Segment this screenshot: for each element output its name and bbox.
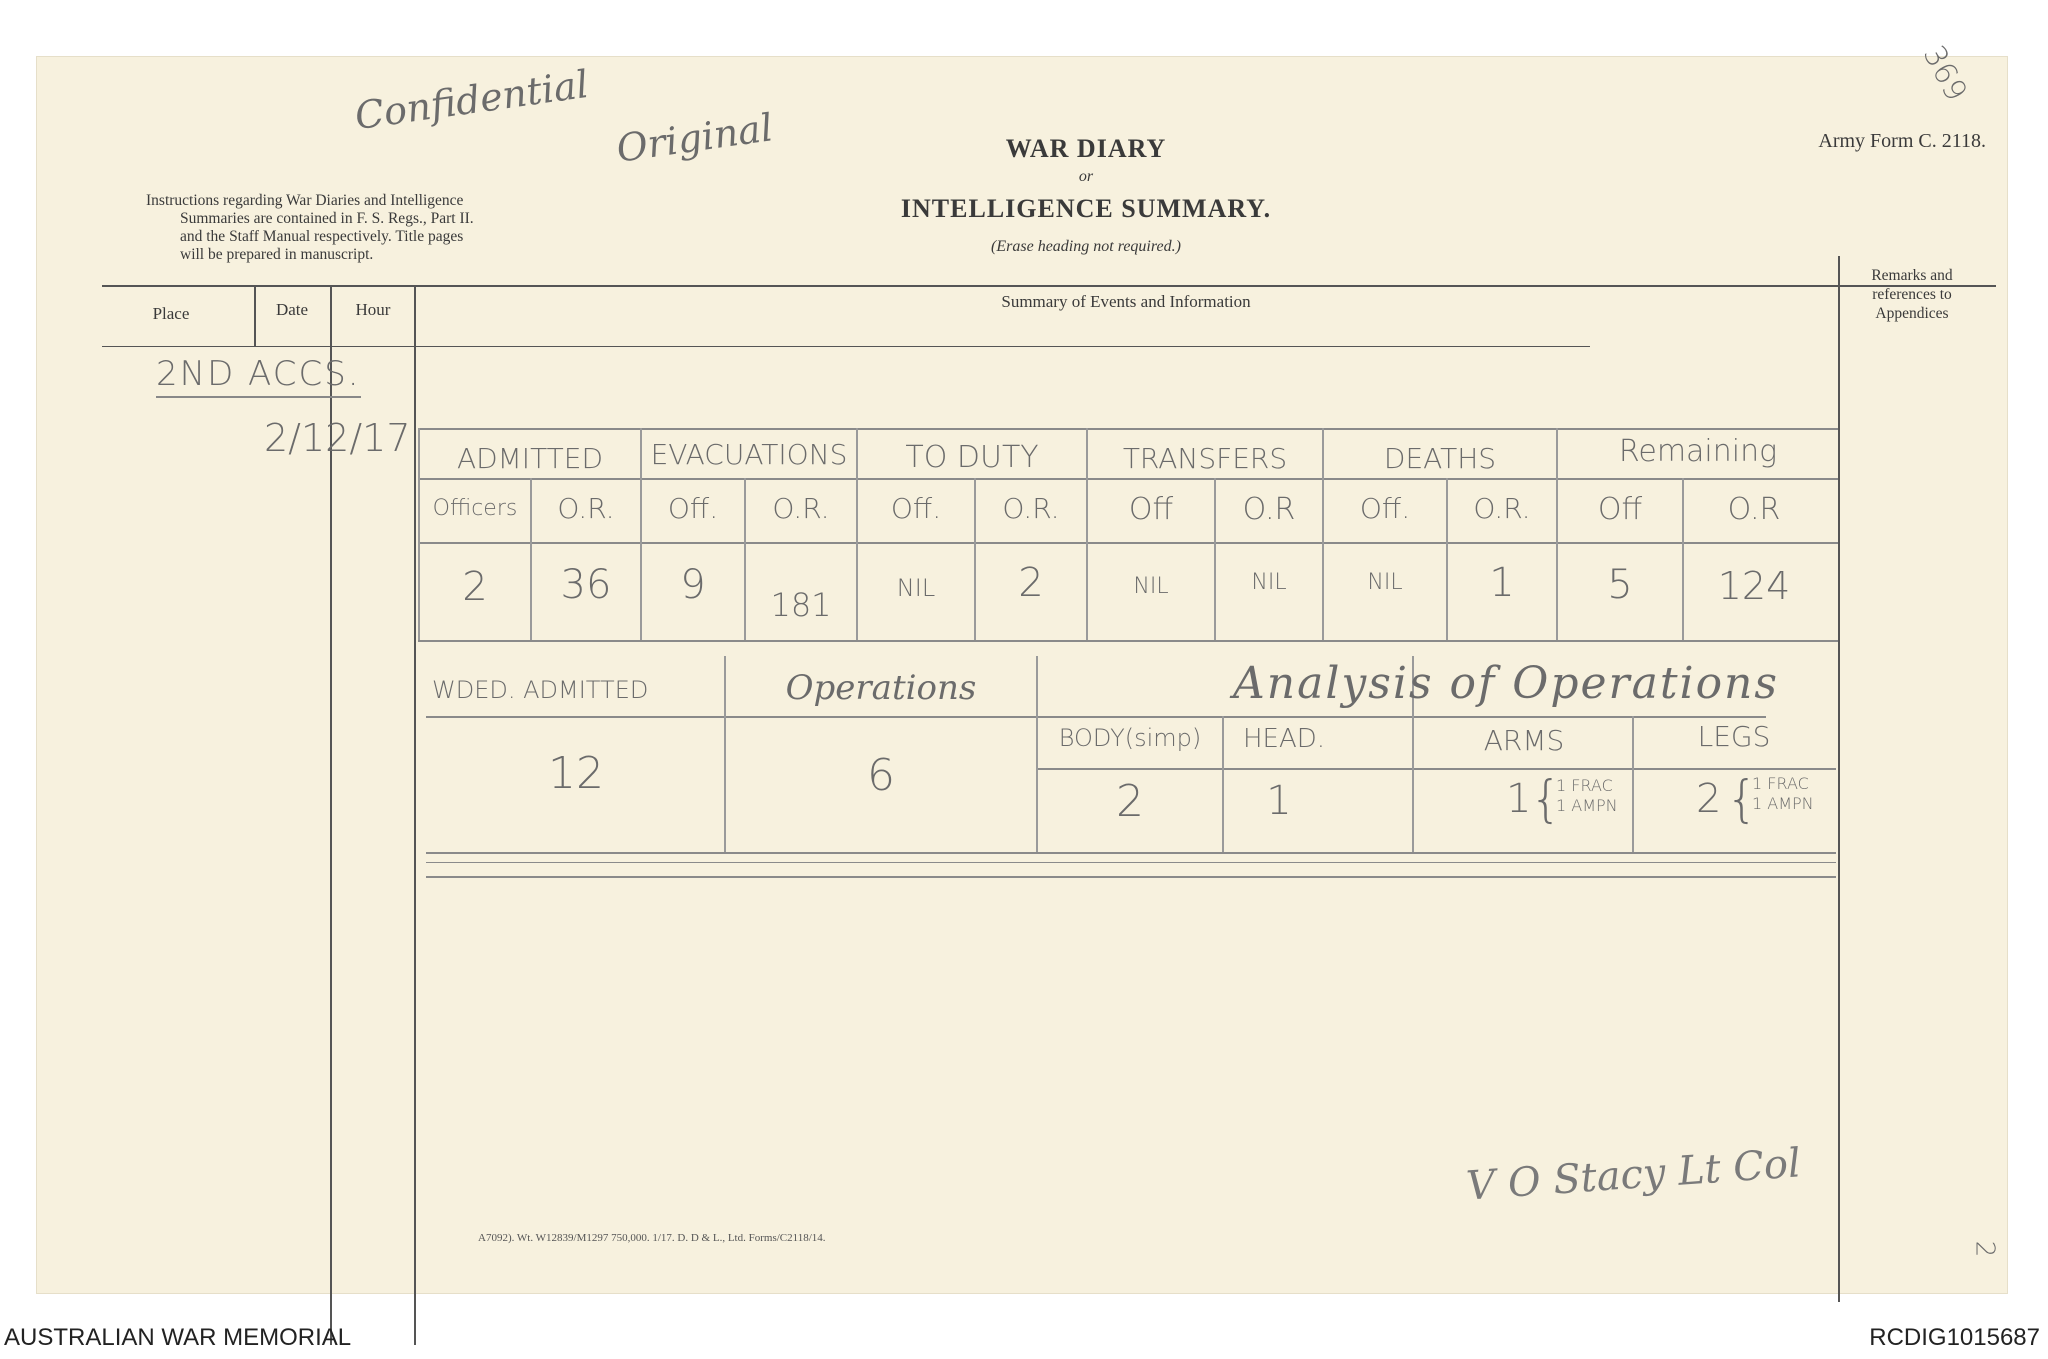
stats-value: NIL bbox=[1133, 574, 1169, 599]
entry-date: 2/12/17 bbox=[264, 416, 411, 460]
entry-place: 2ND ACCS. bbox=[156, 354, 361, 398]
title-or: or bbox=[1078, 168, 1094, 185]
legs-detail-line: 1 FRAC bbox=[1752, 774, 1809, 793]
stats-subheader: O.R bbox=[1727, 492, 1781, 527]
stats-value: 2 bbox=[1018, 560, 1044, 606]
column-remarks bbox=[1842, 266, 1982, 323]
stats-group-label: TO DUTY bbox=[905, 440, 1039, 475]
legs-detail bbox=[1752, 774, 1814, 814]
printer-line: A7092). Wt. W12839/M1297 750,000. 1/17. D. D & L., Ltd. Forms/C2118/14. bbox=[478, 1232, 826, 1244]
summary-remarks-divider bbox=[1838, 256, 1840, 1302]
arms-detail bbox=[1556, 776, 1618, 816]
analysis-sub-label: ARMS bbox=[1483, 724, 1565, 757]
stats-value: NIL bbox=[1251, 570, 1287, 595]
instructions-line: will be prepared in manuscript. bbox=[180, 246, 374, 263]
folio-number: 369 bbox=[1915, 40, 1974, 107]
legs-detail-line: 1 AMPN bbox=[1752, 794, 1814, 813]
arms-value: 1 bbox=[1506, 776, 1532, 822]
page-title: WAR DIARY bbox=[1005, 134, 1167, 163]
header-bottom-rule bbox=[102, 346, 1590, 347]
stats-value: 124 bbox=[1717, 564, 1791, 608]
stats-group-label: EVACUATIONS bbox=[650, 438, 848, 471]
ops-rule bbox=[426, 852, 1836, 854]
signature: V O Stacy Lt Col bbox=[1464, 1140, 1803, 1210]
column-hour: Hour bbox=[355, 300, 391, 319]
remarks-line: references to bbox=[1872, 286, 1952, 303]
analysis-label: Analysis of Operations bbox=[1233, 658, 1779, 709]
wounded-admitted-label: WDED. ADMITTED bbox=[432, 676, 649, 704]
ops-rule bbox=[1036, 768, 1836, 770]
stats-value: 36 bbox=[560, 562, 612, 608]
stats-subheader: O.R. bbox=[1473, 492, 1531, 525]
stats-subheader: O.R. bbox=[772, 492, 830, 525]
legs-value: 2 bbox=[1696, 776, 1722, 822]
ops-rule bbox=[426, 876, 1836, 878]
stats-rule bbox=[418, 428, 1838, 430]
form-number: Army Form C. 2118. bbox=[1818, 130, 1986, 152]
stats-group-label: DEATHS bbox=[1383, 442, 1497, 475]
remarks-line: Appendices bbox=[1875, 305, 1949, 322]
column-place: Place bbox=[152, 304, 190, 323]
stats-value: 9 bbox=[680, 562, 706, 608]
operations-value: 6 bbox=[867, 750, 895, 801]
stats-value: NIL bbox=[1367, 570, 1403, 595]
footer-institution: AUSTRALIAN WAR MEMORIAL bbox=[4, 1324, 352, 1351]
ops-rule bbox=[426, 716, 1766, 718]
erase-note: (Erase heading not required.) bbox=[991, 238, 1181, 255]
stats-value: 2 bbox=[462, 564, 488, 610]
arms-detail-line: 1 FRAC bbox=[1556, 776, 1613, 795]
hour-summary-divider bbox=[414, 285, 416, 1345]
stats-subheader: Off. bbox=[667, 492, 719, 525]
stats-value: 5 bbox=[1607, 562, 1633, 608]
column-summary: Summary of Events and Information bbox=[1001, 292, 1251, 311]
head-value: 1 bbox=[1266, 778, 1292, 824]
remarks-line: Remarks and bbox=[1871, 267, 1953, 284]
page-mark: 2 bbox=[1969, 1240, 2000, 1258]
stats-value: NIL bbox=[896, 574, 936, 602]
confidential-annotation: Confidential bbox=[352, 61, 592, 139]
instructions-line: Summaries are contained in F. S. Regs., Part II. bbox=[180, 210, 474, 227]
ops-rule bbox=[426, 862, 1836, 863]
arms-brace: { bbox=[1530, 770, 1562, 828]
analysis-sub-label: HEAD. bbox=[1242, 724, 1326, 754]
stats-group-label: Remaining bbox=[1618, 434, 1778, 469]
column-date: Date bbox=[275, 300, 309, 319]
stats-subheader: Off. bbox=[1359, 492, 1411, 525]
wounded-value: 12 bbox=[548, 748, 604, 799]
stats-subheader: Off bbox=[1597, 492, 1643, 527]
arms-detail-line: 1 AMPN bbox=[1556, 796, 1618, 815]
original-annotation: Original bbox=[613, 105, 776, 171]
stats-value: 1 bbox=[1489, 560, 1515, 606]
stats-group-label: ADMITTED bbox=[456, 442, 604, 475]
instructions bbox=[146, 192, 646, 264]
stats-rule bbox=[418, 542, 1838, 544]
body-value: 2 bbox=[1116, 776, 1144, 827]
legs-brace: { bbox=[1726, 770, 1758, 828]
diary-page bbox=[36, 40, 2008, 1294]
stats-subheader: O.R. bbox=[557, 492, 615, 525]
stats-subheader: Officers bbox=[432, 496, 518, 521]
stats-value: 181 bbox=[770, 586, 832, 624]
stats-subheader: Off. bbox=[890, 492, 942, 525]
analysis-sub-label: LEGS bbox=[1697, 720, 1771, 753]
footer-record-id: RCDIG1015687 bbox=[1869, 1324, 2040, 1351]
stats-rule bbox=[418, 478, 1838, 480]
stats-group-label: TRANSFERS bbox=[1122, 442, 1288, 475]
stats-subheader: Off bbox=[1128, 492, 1174, 527]
instructions-line: and the Staff Manual respectively. Title pages bbox=[180, 228, 464, 245]
analysis-sub-label: BODY(simp) bbox=[1058, 724, 1202, 752]
header-top-rule bbox=[102, 285, 1996, 287]
stats-subheader: O.R. bbox=[1002, 492, 1060, 525]
stats-subheader: O.R bbox=[1242, 492, 1296, 527]
page-subtitle: INTELLIGENCE SUMMARY. bbox=[900, 194, 1272, 223]
operations-label: Operations bbox=[785, 668, 977, 708]
stats-rule bbox=[418, 640, 1838, 642]
instructions-line: Instructions regarding War Diaries and Intelligence bbox=[146, 192, 464, 209]
